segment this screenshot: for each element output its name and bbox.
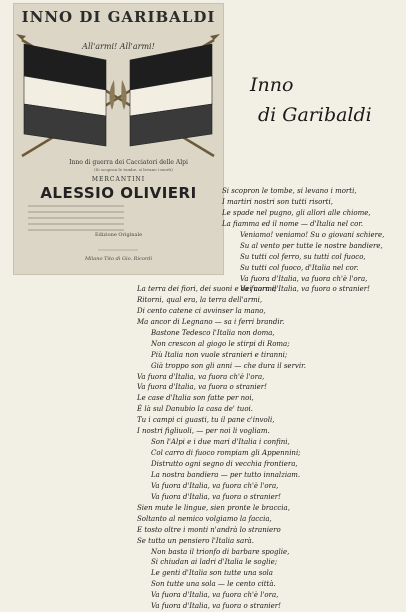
poem-line: Le case d'Italia son fatte per noi, xyxy=(137,394,254,403)
page-title-line2: di Garibaldi xyxy=(258,104,372,126)
tassel-right xyxy=(121,80,126,110)
cover-edition: Edizione Originale xyxy=(94,232,143,238)
poem-line: Più Italia non vuole stranieri e tiranni; xyxy=(151,350,288,359)
poem-line: Di cento catene ci avvinser la mano, xyxy=(137,306,266,315)
poem-line: Son l'Alpi e i due mari d'Italia i confini, xyxy=(151,438,290,447)
cover-lyricist: MERCANTINI xyxy=(91,176,146,183)
poem-line: La nostra bandiera — per tutto innalziam. xyxy=(151,470,301,479)
poem-line: Va fuora d'Italia, va fuora o stranier! xyxy=(240,285,370,294)
poem-line: Va fuora d'Italia, va fuora o stranier! xyxy=(151,602,281,611)
poem-line: Su al vento per tutte le nostre bandiere, xyxy=(240,241,383,250)
page-title xyxy=(250,70,400,130)
poem-line: Già troppo son gli anni — che dura il servir. xyxy=(151,361,306,370)
poem-line: Son tutte una sola — le cento città. xyxy=(151,580,276,589)
poem-line: Le spade nel pugno, gli allori alle chiome, xyxy=(222,208,371,217)
poem-line: Va fuora d'Italia, va fuora ch'è l'ora, xyxy=(151,481,279,490)
flag-right xyxy=(130,44,212,146)
poem-line: Tu i campi ci guasti, tu il pane c'involi, xyxy=(137,416,275,425)
poem-line: Si chiudan ai ladri d'Italia le soglie; xyxy=(151,558,278,567)
poem-line: Se tutta un pensiero l'Italia sarà. xyxy=(137,536,254,545)
song-list-lines xyxy=(28,206,124,230)
tassel-left xyxy=(109,80,114,110)
poem-line: Non crescon al giogo le stirpi di Roma; xyxy=(151,339,290,348)
poem-line: Va fuora d'Italia, va fuora ch'è l'ora, xyxy=(151,591,279,600)
poem-line: Ma ancor di Legnano — sa i ferri brandir. xyxy=(137,317,285,326)
poem-line: Non basta il trionfo di barbare spoglie, xyxy=(151,547,290,556)
poem-line: Distrutto ogni segno di vecchia frontiera, xyxy=(151,460,298,468)
pole-finial-left xyxy=(16,34,26,40)
poem-line: Su tutti col ferro, su tutti col fuoco, xyxy=(240,252,366,261)
cover-description: Inno di guerra dei Cacciatori delle Alpi xyxy=(69,159,188,166)
flag-left xyxy=(24,44,106,146)
cover-composer: ALESSIO OLIVIERI xyxy=(40,184,197,202)
cover-incipit: (Si scopron le tombe, si levano i morti) xyxy=(94,167,173,172)
poem-line: I nostri figliuoli, — per noi li vogliam. xyxy=(137,427,270,436)
poem-line: Ritorni, qual era, la terra dell'armi, xyxy=(137,295,263,304)
poem-stanza-2 xyxy=(137,284,306,612)
cover-publisher: Milano Tito di Gio. Ricordi xyxy=(84,256,153,262)
poem-line: Le genti d'Italia son tutte una sola xyxy=(151,569,273,578)
poem-line: Su tutti col fuoco, d'Italia nel cor. xyxy=(240,263,359,272)
poem-line: Veniamo! veniamo! Su o giovani schiere, xyxy=(240,230,385,239)
sheet-music-cover xyxy=(14,4,223,274)
cover-title: INNO DI GARIBALDI xyxy=(21,8,216,26)
poem-line: Sien mute le lingue, sien pronte le braccia, xyxy=(137,503,290,512)
poem-line: Bastone Tedesco l'Italia non doma, xyxy=(151,328,275,337)
poem-line: E tosto oltre i monti n'andrà lo straniero xyxy=(137,525,281,534)
poem-line: Va fuora d'Italia, va fuora o stranier! xyxy=(151,492,281,501)
poem-line: La fiamma ed il nome — d'Italia nel cor. xyxy=(222,219,364,228)
poem-line: La terra dei fiori, dei suoni e dei carmi; xyxy=(137,285,277,293)
cover-subtitle: All'armi! All'armi! xyxy=(82,42,155,51)
poem-stanza-1 xyxy=(222,186,384,295)
poem-line: Va fuora d'Italia, va fuora ch'è l'ora, xyxy=(240,274,368,283)
page-title-line1: Inno xyxy=(250,74,294,96)
poem-line: Va fuora d'Italia, va fuora o stranier! xyxy=(137,383,267,392)
poem-line: I martiri nostri son tutti risorti, xyxy=(222,197,333,206)
poem-line: Col carro di fuoco rompiam gli Appennini; xyxy=(151,449,301,458)
poem-line: Va fuora d'Italia, va fuora ch'è l'ora, xyxy=(137,372,265,381)
poem-line: Si scopron le tombe, si levano i morti, xyxy=(222,187,357,195)
poem-line: È là sul Danubio la casa de' tuoi. xyxy=(137,405,253,414)
poem-line: Soltanto al nemico volgiamo la faccia, xyxy=(137,514,272,523)
pole-finial-right xyxy=(210,34,220,40)
